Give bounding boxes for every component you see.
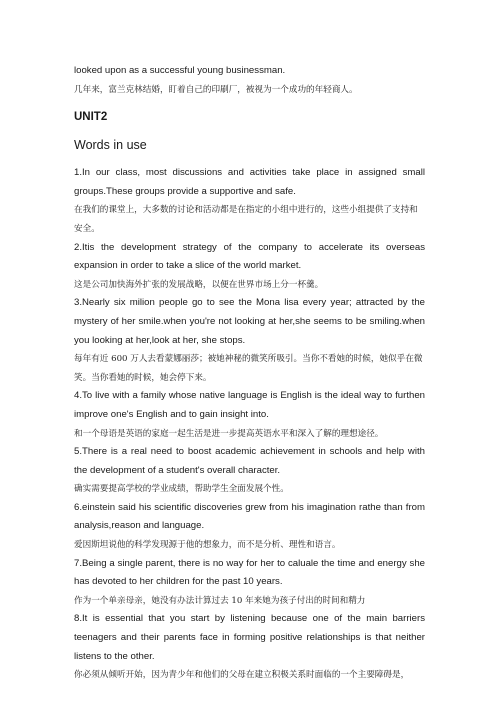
list-item xyxy=(74,610,425,684)
item-english: 6.einstein said his scientific discoveries grew from his imagination rathe than from analysis,reason and language. xyxy=(74,501,425,532)
intro-chinese: 几年来，富兰克林结婚，盯着自己的印刷厂，被视为一个成功的年轻商人。 xyxy=(74,84,358,95)
item-english: 5.There is a real need to boost academic achievement in schools and help with the development of a student's overall character. xyxy=(74,446,425,476)
list-item xyxy=(74,387,425,443)
list-item xyxy=(74,294,425,387)
item-english: 2.Itis the development strategy of the company to accelerate its overseas expansion in order to take a slice of the world market. xyxy=(74,241,425,272)
list-item xyxy=(74,443,425,499)
section-title: Words in use xyxy=(74,138,147,153)
item-chinese: 这是公司加快海外扩张的发展战略，以便在世界市场上分一杯羹。 xyxy=(74,279,324,290)
item-english: 4.To live with a family whose native language is English is the ideal way to furthen improve one's English and to gain insight into. xyxy=(74,390,425,420)
item-english: 1.In our class, most discussions and activities take place in assigned small groups.These groups provide a supportive and safe. xyxy=(74,167,425,197)
list-item xyxy=(74,499,425,555)
intro-english: looked upon as a successful young businessman. xyxy=(74,65,286,76)
document-page xyxy=(74,62,425,685)
item-english: 8.It is essential that you start by listening because one of the main barriers teenagers and their parents face in forming positive relationships is that neither listens to the other. xyxy=(74,613,425,662)
list-item xyxy=(74,555,425,611)
list-item xyxy=(74,239,425,295)
unit-title: UNIT2 xyxy=(74,111,108,124)
item-chinese: 每年有近 600 万人去看蒙娜丽莎；被她神秘的微笑所吸引。当你不看她的时候，她似乎在微笑。当你看她的时候，她会停下来。 xyxy=(74,354,423,383)
item-chinese: 和一个母语是英语的家庭一起生活是进一步提高英语水平和深入了解的理想途径。 xyxy=(74,428,384,439)
item-chinese: 爱因斯坦说他的科学发现源于他的想象力，而不是分析、理性和语言。 xyxy=(74,540,341,551)
item-english: 7.Being a single parent, there is no way for her to caluale the time and energy she has devoted to her children for the past 10 years. xyxy=(74,557,425,588)
item-english: 3.Nearly six milion people go to see the Mona lisa every year; attracted by the mystery of her smile.when you're not looking at her,she seems to be smiling.when you looking at her,look at her, she stops. xyxy=(74,297,425,346)
item-chinese: 确实需要提高学校的学业成绩，帮助学生全面发展个性。 xyxy=(74,484,289,495)
item-chinese: 在我们的课堂上，大多数的讨论和活动都是在指定的小组中进行的，这些小组提供了支持和安全。 xyxy=(74,205,418,234)
item-chinese: 作为一个单亲母亲，她没有办法计算过去 10 年来她为孩子付出的时间和精力 xyxy=(74,595,366,606)
item-chinese: 你必须从倾听开始，因为青少年和他们的父母在建立积极关系时面临的一个主要障碍是， xyxy=(74,670,410,681)
list-item xyxy=(74,164,425,238)
